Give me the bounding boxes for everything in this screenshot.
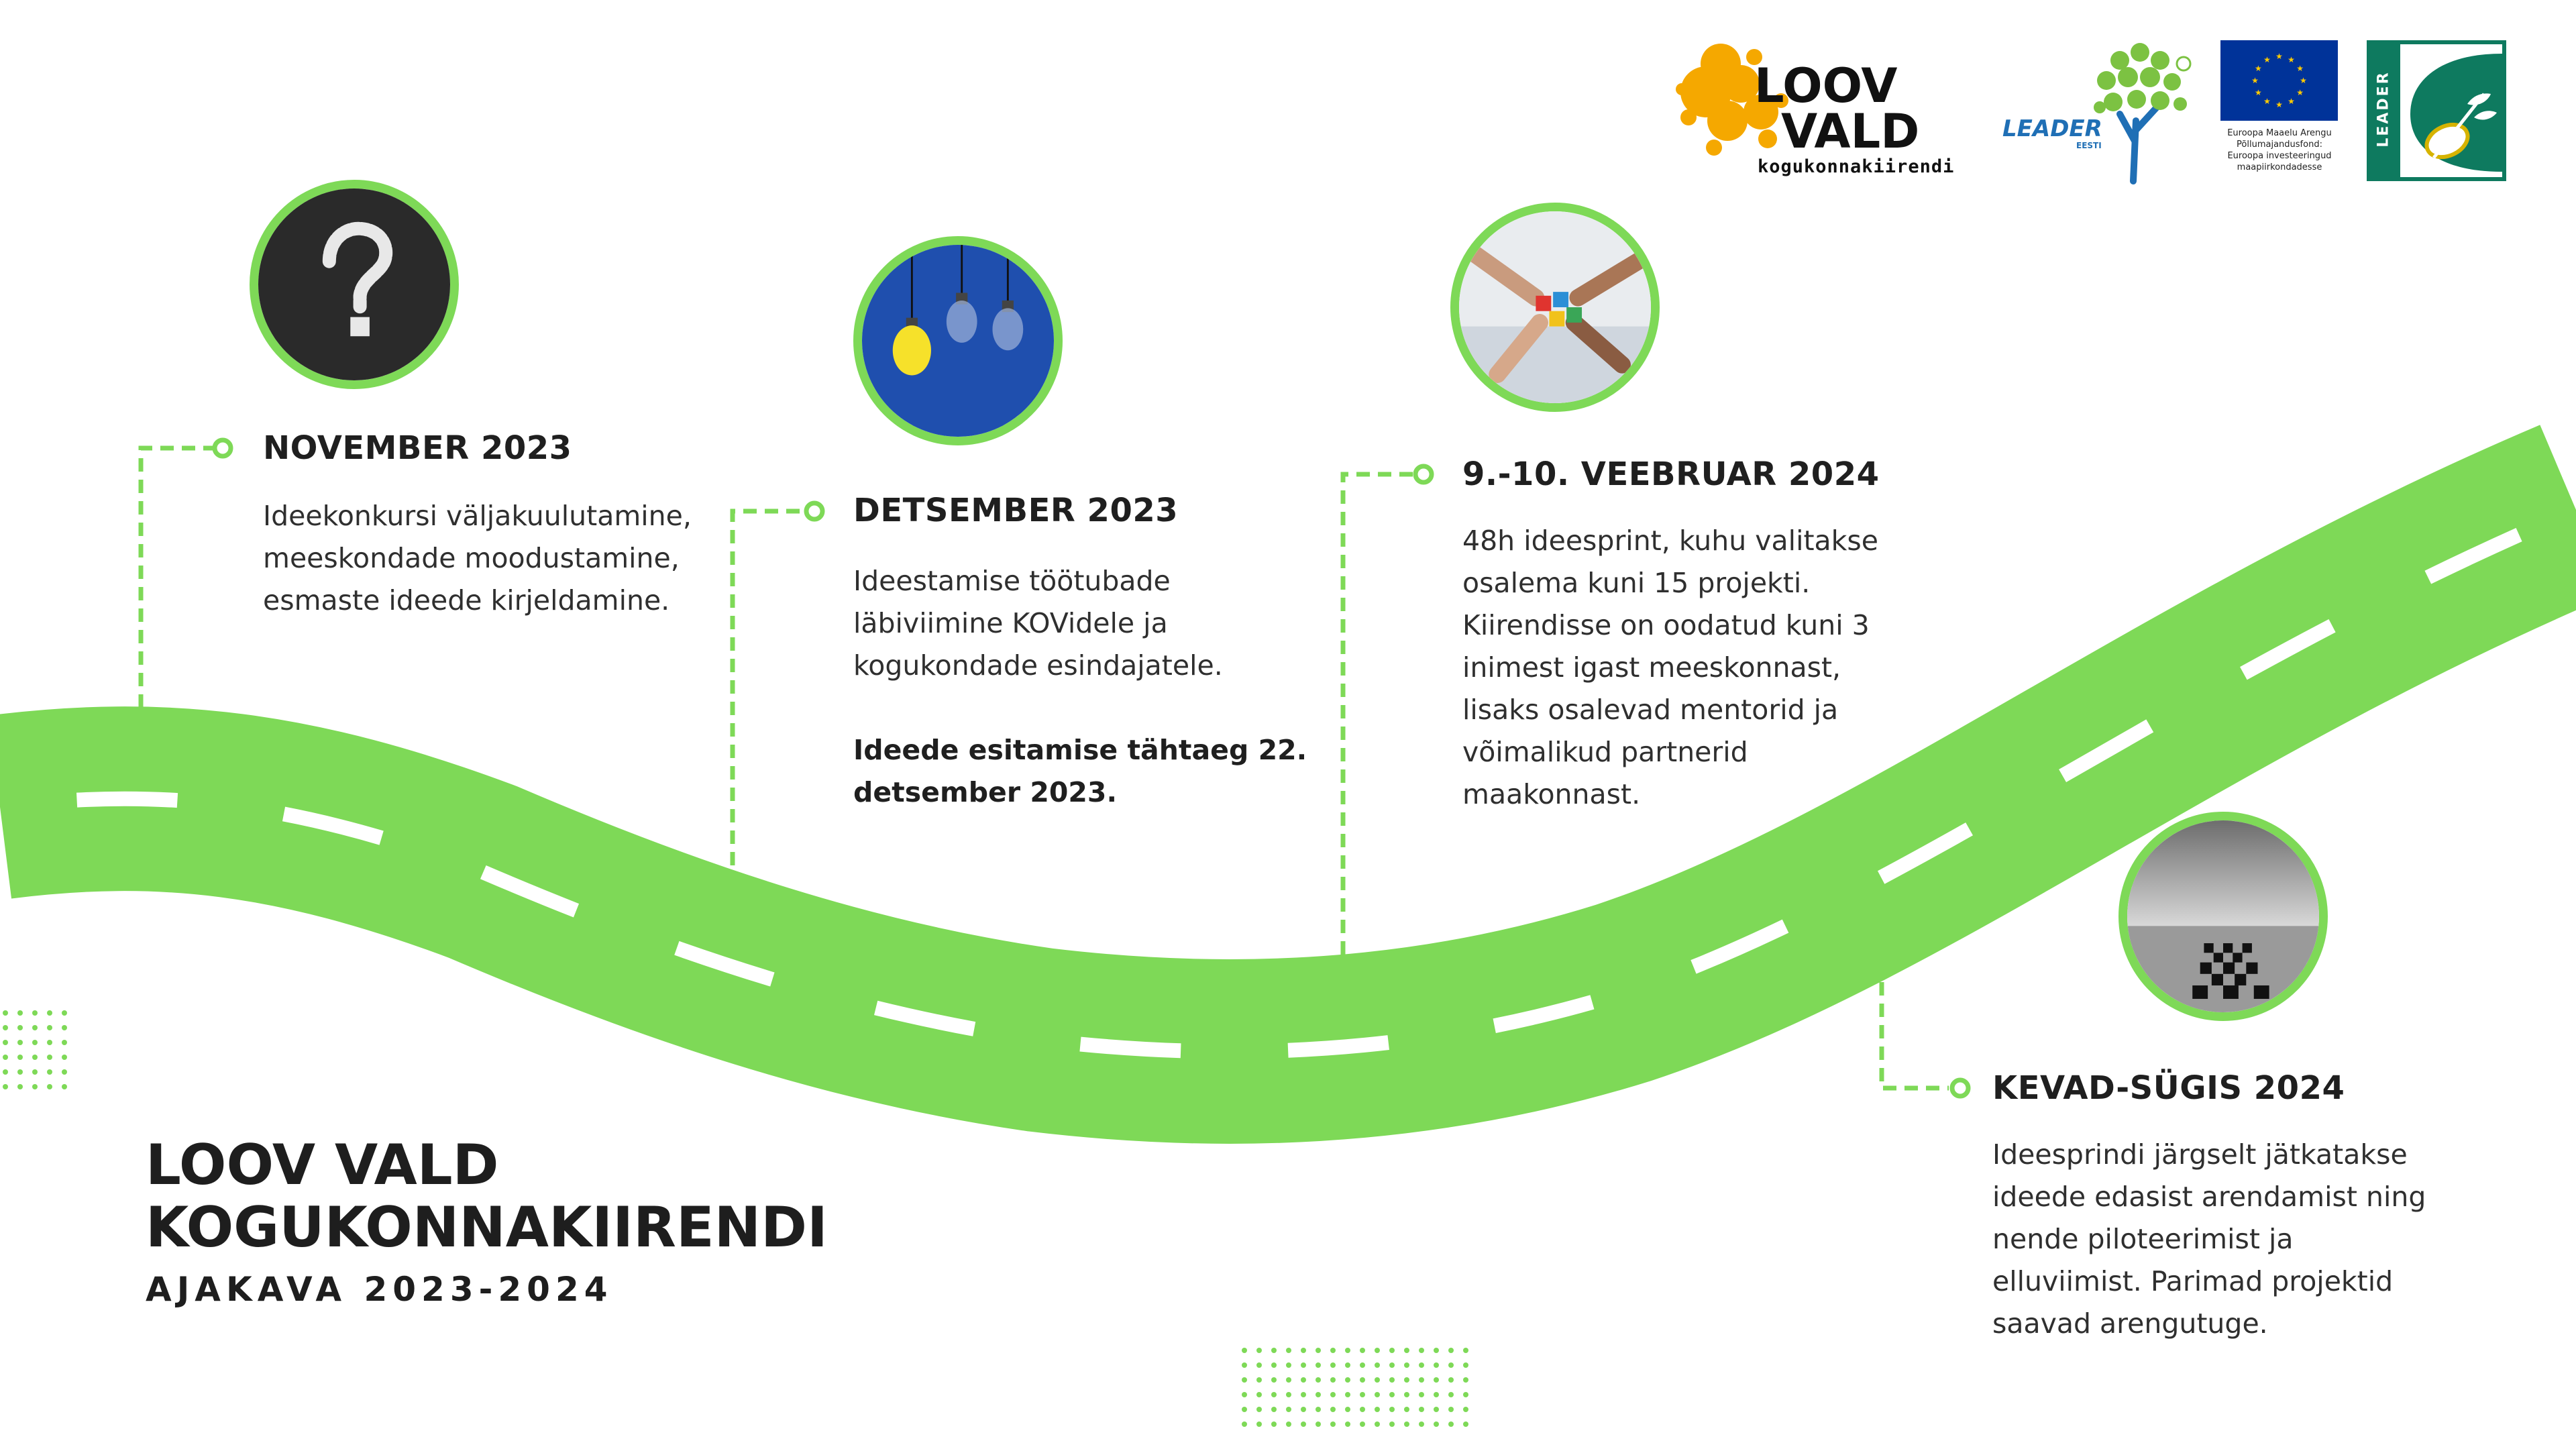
pattern-dot	[17, 1055, 23, 1060]
connector-node-2	[806, 503, 822, 519]
pattern-dot	[1375, 1348, 1380, 1353]
page-title-line-2: KOGUKONNAKIIRENDI	[146, 1195, 828, 1260]
connector-1	[141, 448, 213, 708]
eu-star: ★	[2251, 76, 2259, 85]
pattern-dot	[1419, 1362, 1424, 1368]
pattern-dot	[1286, 1362, 1291, 1368]
pattern-dot	[1286, 1377, 1291, 1383]
pattern-dot	[1448, 1362, 1454, 1368]
pattern-dot	[3, 1069, 8, 1075]
pattern-dot	[3, 1084, 8, 1089]
pattern-dot	[1286, 1407, 1291, 1412]
pattern-dot	[1271, 1348, 1277, 1353]
pattern-dot	[1286, 1348, 1291, 1353]
page-subtitle: AJAKAVA 2023-2024	[146, 1270, 613, 1309]
stage-3-text	[1462, 520, 1878, 816]
pattern-dot	[1301, 1348, 1306, 1353]
leader-vertical-text: LEADER	[2375, 70, 2392, 148]
pattern-dot	[1345, 1407, 1350, 1412]
pattern-dot	[1316, 1377, 1321, 1383]
eu-stars-icon	[2220, 40, 2338, 121]
pattern-dot	[32, 1040, 38, 1045]
page-title	[146, 1134, 828, 1258]
pattern-dot	[1375, 1392, 1380, 1397]
pattern-dot	[1286, 1392, 1291, 1397]
pattern-dot	[1389, 1407, 1395, 1412]
pattern-dot	[1404, 1348, 1409, 1353]
pattern-dot	[1419, 1392, 1424, 1397]
leader-vertical-logo	[2367, 40, 2506, 181]
loov-word: LOOV	[1754, 58, 1898, 113]
pattern-dot	[1375, 1362, 1380, 1368]
pattern-dot	[1256, 1392, 1262, 1397]
pattern-dot	[1404, 1362, 1409, 1368]
pattern-dot	[1404, 1392, 1409, 1397]
eu-text-line: maapiirkondadesse	[2237, 162, 2322, 172]
eu-star: ★	[2288, 97, 2295, 107]
pattern-dot	[1345, 1348, 1350, 1353]
eu-flag	[2220, 40, 2338, 121]
stage-3-photo	[1450, 203, 1660, 412]
pattern-dot	[1389, 1392, 1395, 1397]
eu-star: ★	[2254, 88, 2262, 97]
pattern-dot	[1375, 1421, 1380, 1427]
pattern-dot	[32, 1010, 38, 1016]
pattern-dot	[1242, 1362, 1247, 1368]
stage-4-line: nende piloteerimist ja	[1992, 1223, 2294, 1255]
pattern-dot	[1434, 1407, 1439, 1412]
stage-4-line: saavad arengutuge.	[1992, 1307, 2268, 1340]
stage-2-deadline: Ideede esitamise tähtaeg 22.	[853, 734, 1307, 766]
pattern-dot	[1434, 1421, 1439, 1427]
pattern-dot	[1301, 1377, 1306, 1383]
pattern-dot	[1404, 1421, 1409, 1427]
stage-1-text	[263, 495, 692, 622]
pattern-dot	[17, 1025, 23, 1030]
eu-star: ★	[2296, 64, 2304, 73]
pattern-dot	[1316, 1392, 1321, 1397]
stage-3-line: võimalikud partnerid	[1462, 736, 1748, 768]
pattern-dot	[1330, 1421, 1336, 1427]
pattern-dot	[1448, 1377, 1454, 1383]
pattern-dot	[1404, 1407, 1409, 1412]
pattern-dot	[17, 1040, 23, 1045]
pattern-dot	[32, 1069, 38, 1075]
pattern-dot	[62, 1010, 67, 1016]
eu-star: ★	[2275, 100, 2283, 109]
pattern-dot	[1360, 1421, 1365, 1427]
pattern-dot	[62, 1069, 67, 1075]
pattern-dot	[1463, 1362, 1468, 1368]
stage-3-title: 9.-10. VEEBRUAR 2024	[1462, 455, 1880, 493]
pattern-dot	[1375, 1377, 1380, 1383]
pattern-dot	[32, 1084, 38, 1089]
pattern-dot	[62, 1025, 67, 1030]
stage-1-line: esmaste ideede kirjeldamine.	[263, 584, 670, 616]
pattern-dot	[1301, 1421, 1306, 1427]
loov-vald-logo	[1674, 37, 1982, 184]
stage-3-line: maakonnast.	[1462, 778, 1641, 810]
pattern-dot	[1271, 1407, 1277, 1412]
pattern-dot	[1242, 1407, 1247, 1412]
eu-star: ★	[2263, 54, 2271, 64]
pattern-dot	[1316, 1407, 1321, 1412]
leader-eesti-small: EESTI	[2076, 141, 2102, 150]
pattern-dot	[1345, 1392, 1350, 1397]
pattern-dot	[1242, 1392, 1247, 1397]
pattern-dot	[32, 1055, 38, 1060]
pattern-dot	[1271, 1421, 1277, 1427]
pattern-dot	[1345, 1362, 1350, 1368]
pattern-dot	[1345, 1377, 1350, 1383]
pattern-dot	[1330, 1362, 1336, 1368]
stage-2-photo	[853, 236, 1063, 445]
pattern-dot	[1360, 1348, 1365, 1353]
pattern-dot	[17, 1084, 23, 1089]
pattern-dot	[62, 1084, 67, 1089]
pattern-dot	[1389, 1362, 1395, 1368]
stage-4-line: Ideesprindi järgselt jätkatakse	[1992, 1138, 2408, 1171]
pattern-dot	[1434, 1348, 1439, 1353]
pattern-dot	[47, 1055, 52, 1060]
pattern-dot	[1434, 1392, 1439, 1397]
pattern-dot	[1301, 1407, 1306, 1412]
pattern-dot	[3, 1010, 8, 1016]
stage-3-line: osalema kuni 15 projekti.	[1462, 567, 1811, 599]
pattern-dot	[1360, 1362, 1365, 1368]
connector-2	[733, 511, 805, 865]
pattern-dot	[1330, 1392, 1336, 1397]
pattern-dot	[62, 1055, 67, 1060]
eu-text-line: Põllumajandusfond:	[2237, 140, 2322, 150]
connector-node-4	[1952, 1080, 1968, 1096]
stage-4-line: ideede edasist arendamist ning	[1992, 1181, 2426, 1213]
pattern-dot	[1448, 1392, 1454, 1397]
stage-2-line: Ideestamise töötubade	[853, 565, 1171, 597]
pattern-dot	[1256, 1421, 1262, 1427]
stage-3-line: Kiirendisse on oodatud kuni 3	[1462, 609, 1870, 641]
pattern-dot	[1463, 1407, 1468, 1412]
pattern-dot	[1375, 1407, 1380, 1412]
pattern-dot	[1301, 1362, 1306, 1368]
stage-1-line: meeskondade moodustamine,	[263, 542, 680, 574]
pattern-dot	[62, 1040, 67, 1045]
pattern-dot	[1242, 1377, 1247, 1383]
leader-tree-icon	[2086, 40, 2194, 188]
pattern-dot	[47, 1010, 52, 1016]
dot-pattern-left	[3, 1010, 67, 1089]
pattern-dot	[1463, 1421, 1468, 1427]
page-title-line-1: LOOV VALD	[146, 1132, 499, 1197]
pattern-dot	[1419, 1407, 1424, 1412]
pattern-dot	[1330, 1377, 1336, 1383]
stage-2-title: DETSEMBER 2023	[853, 492, 1179, 529]
pattern-dot	[1330, 1407, 1336, 1412]
pattern-dot	[1271, 1362, 1277, 1368]
stage-4-text	[1992, 1134, 2426, 1345]
eu-star: ★	[2275, 52, 2283, 61]
pattern-dot	[1271, 1377, 1277, 1383]
eu-text-line: Euroopa Maaelu Arengu	[2227, 128, 2332, 138]
eu-star: ★	[2254, 64, 2262, 73]
pattern-dot	[1419, 1421, 1424, 1427]
pattern-dot	[1404, 1377, 1409, 1383]
pattern-dot	[1360, 1377, 1365, 1383]
pattern-dot	[1345, 1421, 1350, 1427]
eu-star: ★	[2263, 97, 2271, 107]
connector-node-3	[1415, 466, 1432, 482]
pattern-dot	[1463, 1377, 1468, 1383]
pattern-dot	[1242, 1348, 1247, 1353]
stage-1-line: Ideekonkursi väljakuulutamine,	[263, 500, 692, 532]
pattern-dot	[1434, 1377, 1439, 1383]
stage-3-line: lisaks osalevad mentorid ja	[1462, 694, 1839, 726]
light-bulbs-icon	[862, 245, 1054, 437]
leader-eesti-logo	[2002, 40, 2190, 188]
pattern-dot	[1448, 1421, 1454, 1427]
finish-line-icon	[2127, 820, 2319, 1012]
connector-node-1	[215, 440, 231, 456]
pattern-dot	[1271, 1392, 1277, 1397]
pattern-dot	[3, 1055, 8, 1060]
pattern-dot	[1316, 1421, 1321, 1427]
pattern-dot	[1360, 1392, 1365, 1397]
pattern-dot	[47, 1084, 52, 1089]
eu-star: ★	[2288, 54, 2295, 64]
leader-word: LEADER	[2002, 115, 2102, 142]
pattern-dot	[1389, 1348, 1395, 1353]
loov-sub: kogukonnakiirendi	[1758, 156, 1955, 177]
pattern-dot	[1463, 1392, 1468, 1397]
eu-star: ★	[2296, 88, 2304, 97]
vald-word: VALD	[1781, 104, 1920, 159]
pattern-dot	[1389, 1421, 1395, 1427]
stage-2-line: läbiviimine KOVidele ja	[853, 607, 1168, 639]
pattern-dot	[1286, 1421, 1291, 1427]
pattern-dot	[47, 1025, 52, 1030]
stage-3-line: 48h ideesprint, kuhu valitakse	[1462, 525, 1878, 557]
connector-3	[1343, 474, 1414, 976]
pattern-dot	[17, 1010, 23, 1016]
pattern-dot	[1256, 1348, 1262, 1353]
eu-fund-text	[2212, 127, 2347, 173]
stage-2-text	[853, 560, 1307, 814]
eu-star: ★	[2300, 76, 2307, 85]
pattern-dot	[1360, 1407, 1365, 1412]
pattern-dot	[1330, 1348, 1336, 1353]
pattern-dot	[1256, 1407, 1262, 1412]
question-mark-icon	[258, 189, 450, 380]
pattern-dot	[1256, 1377, 1262, 1383]
pattern-dot	[1256, 1362, 1262, 1368]
pattern-dot	[1448, 1407, 1454, 1412]
eu-text-line: Euroopa investeeringud	[2227, 151, 2332, 161]
pattern-dot	[32, 1025, 38, 1030]
pattern-dot	[3, 1040, 8, 1045]
stage-1-photo	[250, 180, 459, 389]
pattern-dot	[3, 1025, 8, 1030]
pattern-dot	[1316, 1348, 1321, 1353]
stage-1-title: NOVEMBER 2023	[263, 429, 572, 467]
stage-2-deadline: detsember 2023.	[853, 776, 1118, 808]
pattern-dot	[47, 1040, 52, 1045]
stage-4-line: elluviimist. Parimad projektid	[1992, 1265, 2394, 1297]
pattern-dot	[1316, 1362, 1321, 1368]
stage-4-title: KEVAD-SÜGIS 2024	[1992, 1069, 2345, 1107]
pattern-dot	[1419, 1348, 1424, 1353]
pattern-dot	[47, 1069, 52, 1075]
pattern-dot	[1419, 1377, 1424, 1383]
dot-pattern-bottom	[1242, 1348, 1468, 1427]
pattern-dot	[1434, 1362, 1439, 1368]
pattern-dot	[1242, 1421, 1247, 1427]
pattern-dot	[1389, 1377, 1395, 1383]
stage-4-photo	[2118, 812, 2328, 1021]
pattern-dot	[1463, 1348, 1468, 1353]
pattern-dot	[17, 1069, 23, 1075]
stage-3-line: inimest igast meeskonnast,	[1462, 651, 1841, 684]
team-puzzle-icon	[1459, 211, 1651, 403]
stage-2-line: kogukondade esindajatele.	[853, 649, 1223, 682]
pattern-dot	[1301, 1392, 1306, 1397]
pattern-dot	[1448, 1348, 1454, 1353]
